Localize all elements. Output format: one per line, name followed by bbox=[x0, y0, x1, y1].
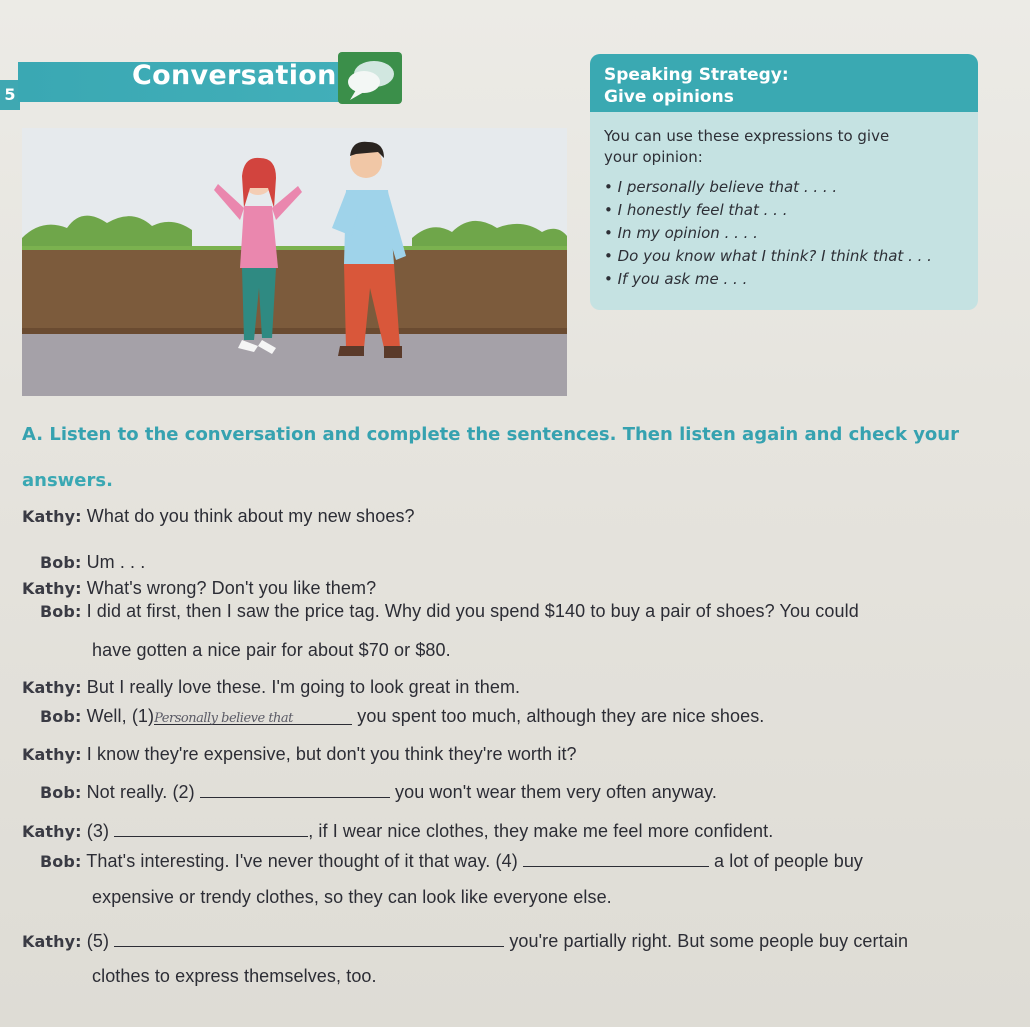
instruction-text: Listen to the conversation and complete the sentences. Then listen again and check your bbox=[49, 424, 959, 445]
dialogue-text: Um . . . bbox=[86, 552, 146, 572]
expression-item: • Do you know what I think? I think that . . . bbox=[604, 245, 968, 268]
strategy-body bbox=[590, 112, 978, 291]
speaker-bob: Bob: bbox=[40, 852, 82, 871]
dialogue-line bbox=[22, 744, 577, 765]
strategy-intro-line2: your opinion: bbox=[604, 148, 703, 166]
speaker-kathy: Kathy: bbox=[22, 745, 82, 764]
dialogue-text: Well, (1) bbox=[86, 706, 155, 726]
dialogue-text: What do you think about my new shoes? bbox=[86, 506, 415, 526]
dialogue-continuation: expensive or trendy clothes, so they can look like everyone else. bbox=[92, 887, 612, 907]
dialogue-continuation: clothes to express themselves, too. bbox=[92, 966, 377, 986]
dialogue-text: But I really love these. I'm going to look great in them. bbox=[86, 677, 521, 697]
illustration bbox=[22, 128, 567, 396]
expression-item: • If you ask me . . . bbox=[604, 268, 968, 291]
strategy-header bbox=[590, 54, 978, 112]
dialogue-text: That's interesting. I've never thought of it that way. (4) bbox=[86, 851, 518, 871]
strategy-intro-line1: You can use these expressions to give bbox=[604, 127, 890, 145]
speaker-bob: Bob: bbox=[40, 602, 82, 621]
dialogue-text: you spent too much, although they are nice shoes. bbox=[357, 706, 765, 726]
strategy-intro bbox=[604, 126, 968, 168]
dialogue-line bbox=[22, 928, 908, 952]
exercise-instruction bbox=[22, 420, 1012, 450]
dialogue-continuation: have gotten a nice pair for about $70 or $80. bbox=[92, 640, 451, 660]
speaking-strategy-box bbox=[590, 54, 978, 310]
speaker-bob: Bob: bbox=[40, 553, 82, 572]
speaker-bob: Bob: bbox=[40, 707, 82, 726]
dialogue-line bbox=[40, 779, 717, 803]
dialogue-text: What's wrong? Don't you like them? bbox=[86, 578, 377, 598]
dialogue-line bbox=[22, 818, 773, 842]
speech-bubble-icon bbox=[338, 52, 402, 104]
dialogue-text: (5) bbox=[86, 931, 110, 951]
dialogue-line bbox=[40, 706, 764, 727]
expression-item: • I honestly feel that . . . bbox=[604, 199, 968, 222]
exercise-label: A. bbox=[22, 424, 44, 445]
dialogue-line bbox=[22, 677, 520, 698]
dialogue-text: I know they're expensive, but don't you think they're worth it? bbox=[86, 744, 577, 764]
speaker-kathy: Kathy: bbox=[22, 678, 82, 697]
expression-item: • I personally believe that . . . . bbox=[604, 176, 968, 199]
handwritten-answer: Personally believe that bbox=[154, 711, 293, 726]
dialogue-text: you won't wear them very often anyway. bbox=[394, 782, 718, 802]
dialogue-line bbox=[22, 506, 415, 527]
expression-item: • In my opinion . . . . bbox=[604, 222, 968, 245]
speaker-bob: Bob: bbox=[40, 783, 82, 802]
speaker-kathy: Kathy: bbox=[22, 507, 82, 526]
dialogue-line bbox=[40, 552, 145, 573]
speaker-kathy: Kathy: bbox=[22, 822, 82, 841]
answer-blank-2[interactable] bbox=[200, 779, 390, 798]
answer-blank-5[interactable] bbox=[114, 928, 504, 947]
answer-blank-3[interactable] bbox=[114, 818, 308, 837]
dialogue-text: (3) bbox=[86, 821, 110, 841]
answer-blank-1[interactable] bbox=[154, 706, 352, 725]
dialogue-line bbox=[40, 848, 863, 872]
dialogue-text: , if I wear nice clothes, they make me feel more confident. bbox=[308, 821, 774, 841]
dialogue-text: Not really. (2) bbox=[86, 782, 195, 802]
speaker-kathy: Kathy: bbox=[22, 932, 82, 951]
instruction-text-cont: answers. bbox=[22, 470, 113, 491]
speaker-kathy: Kathy: bbox=[22, 579, 82, 598]
unit-tab: 5 bbox=[0, 80, 20, 110]
answer-blank-4[interactable] bbox=[523, 848, 709, 867]
dialogue-text: I did at first, then I saw the price tag. Why did you spend $140 to buy a pair of shoes? You could bbox=[86, 601, 859, 621]
dialogue-text: you're partially right. But some people buy certain bbox=[509, 931, 909, 951]
dialogue-line bbox=[22, 578, 376, 599]
strategy-subtitle: Give opinions bbox=[604, 87, 734, 107]
strategy-title: Speaking Strategy: bbox=[604, 65, 789, 85]
dialogue-line bbox=[40, 601, 859, 622]
dialogue-text: a lot of people buy bbox=[714, 851, 864, 871]
conversation-illustration bbox=[22, 128, 567, 396]
section-title: Conversation bbox=[132, 60, 337, 91]
expression-list bbox=[604, 176, 968, 291]
